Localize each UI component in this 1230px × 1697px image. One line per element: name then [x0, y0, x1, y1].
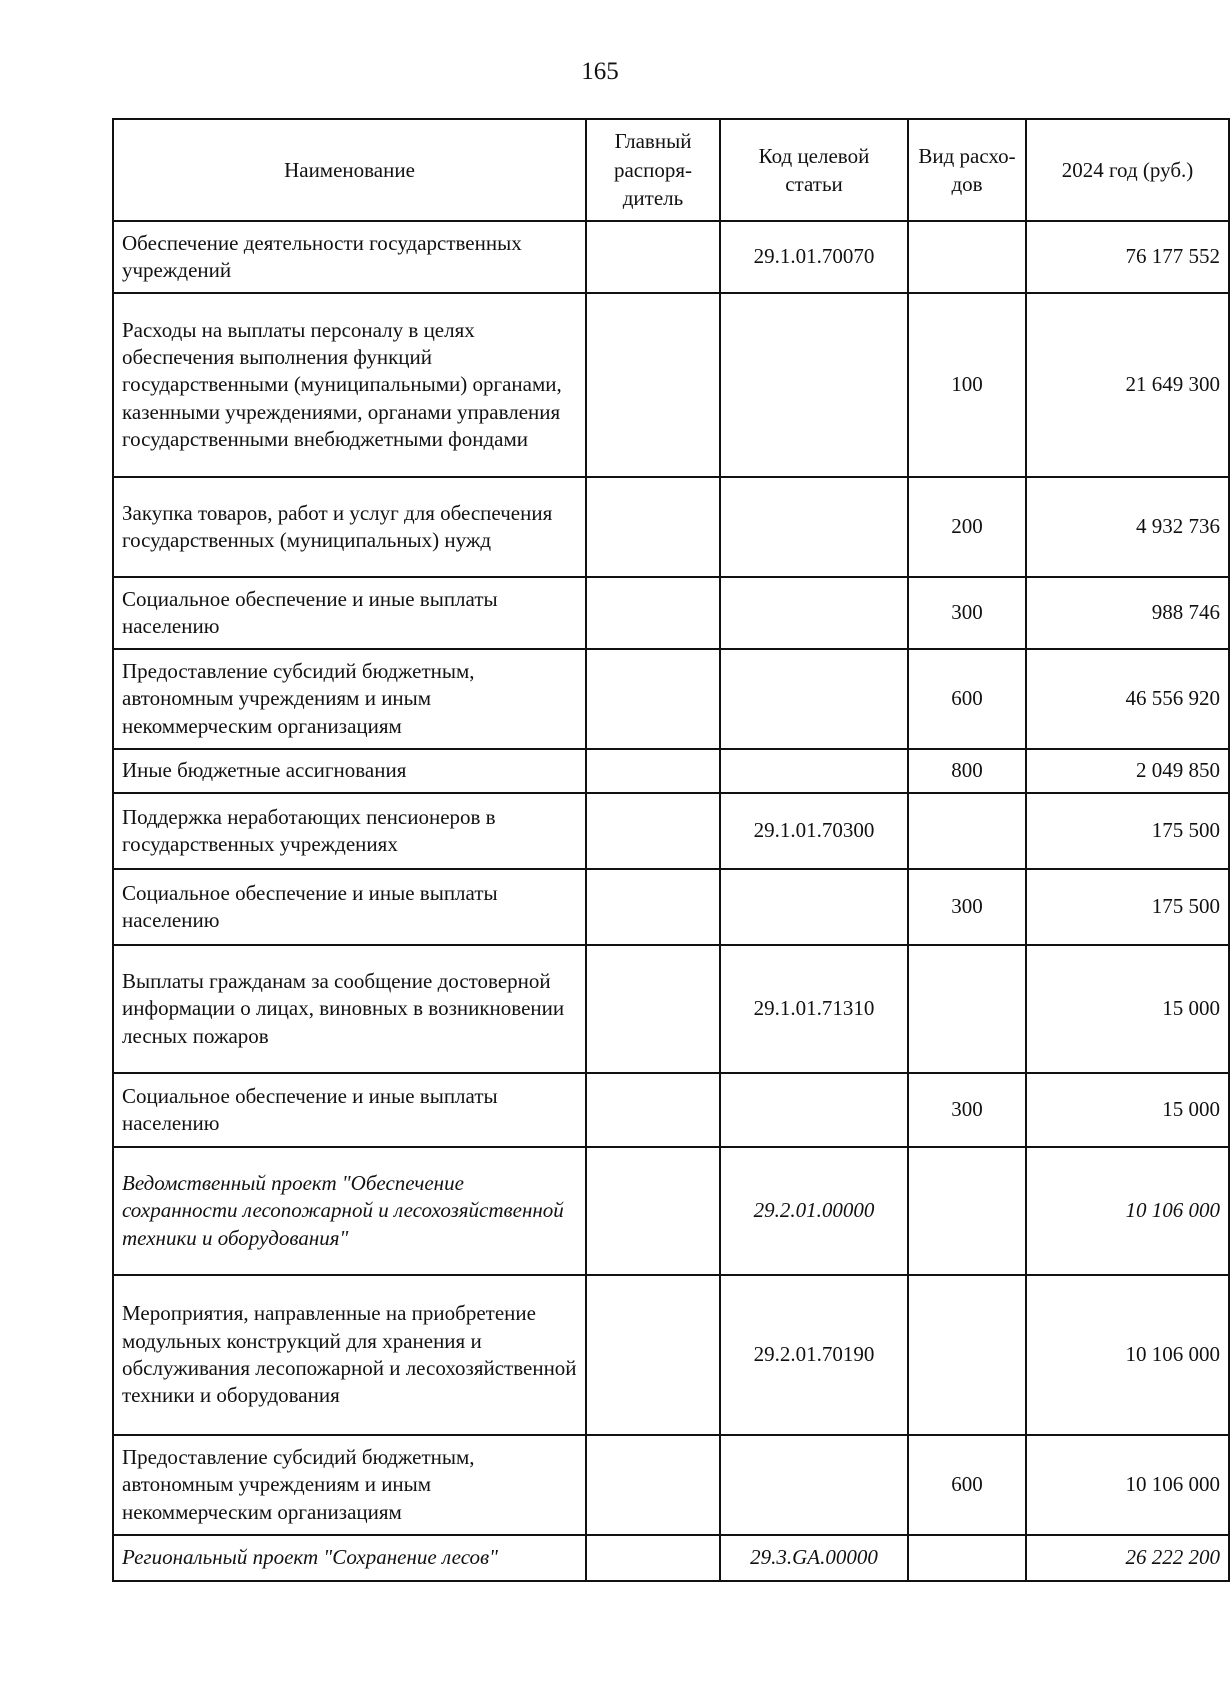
- manager-cell: [586, 945, 720, 1073]
- amount-cell: 175 500: [1026, 869, 1229, 945]
- manager-cell: [586, 749, 720, 793]
- amount-cell: 76 177 552: [1026, 221, 1229, 293]
- code-cell: [720, 869, 908, 945]
- table-header: [113, 119, 1229, 221]
- name-cell: Социальное обеспечение и иные выплаты населению: [113, 577, 586, 649]
- table-row: [113, 477, 1229, 577]
- amount-cell: 15 000: [1026, 945, 1229, 1073]
- expense-type-cell: [908, 1147, 1026, 1275]
- amount-cell: 46 556 920: [1026, 649, 1229, 749]
- amount-cell: 175 500: [1026, 793, 1229, 869]
- expense-type-cell: 800: [908, 749, 1026, 793]
- name-cell: Социальное обеспечение и иные выплаты населению: [113, 869, 586, 945]
- code-cell: 29.2.01.70190: [720, 1275, 908, 1435]
- amount-cell: 21 649 300: [1026, 293, 1229, 477]
- name-cell: Обеспечение деятельности государственных учреждений: [113, 221, 586, 293]
- amount-cell: 10 106 000: [1026, 1275, 1229, 1435]
- expense-type-cell: [908, 1535, 1026, 1581]
- table-body: [113, 221, 1229, 1581]
- expense-type-cell: 100: [908, 293, 1026, 477]
- table-row: [113, 1073, 1229, 1147]
- code-cell: [720, 1073, 908, 1147]
- table-row: [113, 577, 1229, 649]
- amount-cell: 988 746: [1026, 577, 1229, 649]
- code-cell: [720, 649, 908, 749]
- code-cell: [720, 1435, 908, 1535]
- name-cell: Мероприятия, направленные на приобретение модульных конструкций для хранения и обслуживания лесопожарной и лесохозяйственной техники и оборудования: [113, 1275, 586, 1435]
- name-cell: Выплаты гражданам за сообщение достоверной информации о лицах, виновных в возникновении лесных пожаров: [113, 945, 586, 1073]
- amount-cell: 26 222 200: [1026, 1535, 1229, 1581]
- manager-cell: [586, 477, 720, 577]
- code-cell: 29.1.01.70300: [720, 793, 908, 869]
- manager-cell: [586, 793, 720, 869]
- name-cell: Иные бюджетные ассигнования: [113, 749, 586, 793]
- table-row: [113, 1435, 1229, 1535]
- header-code: Код целевой статьи: [720, 119, 908, 221]
- table-row: [113, 793, 1229, 869]
- table-row: [113, 945, 1229, 1073]
- expense-type-cell: 300: [908, 577, 1026, 649]
- page-number: 165: [581, 58, 619, 85]
- amount-cell: 15 000: [1026, 1073, 1229, 1147]
- name-cell: Ведомственный проект "Обеспечение сохранности лесопожарной и лесохозяйственной техники и оборудования": [113, 1147, 586, 1275]
- name-cell: Предоставление субсидий бюджетным, автономным учреждениям и иным некоммерческим организациям: [113, 1435, 586, 1535]
- manager-cell: [586, 1535, 720, 1581]
- name-cell: Поддержка неработающих пенсионеров в государственных учреждениях: [113, 793, 586, 869]
- table-row: [113, 869, 1229, 945]
- code-cell: 29.1.01.71310: [720, 945, 908, 1073]
- name-cell: Закупка товаров, работ и услуг для обеспечения государственных (муниципальных) нужд: [113, 477, 586, 577]
- table-row: [113, 1535, 1229, 1581]
- expense-type-cell: [908, 945, 1026, 1073]
- amount-cell: 10 106 000: [1026, 1435, 1229, 1535]
- table-row: [113, 221, 1229, 293]
- expense-type-cell: 300: [908, 1073, 1026, 1147]
- name-cell: Региональный проект "Сохранение лесов": [113, 1535, 586, 1581]
- name-cell: Расходы на выплаты персоналу в целях обеспечения выполнения функций государственными (муниципальными) органами, казенными учреждениями, органами управления государственными внебюджетными фондами: [113, 293, 586, 477]
- manager-cell: [586, 1073, 720, 1147]
- code-cell: [720, 749, 908, 793]
- code-cell: [720, 477, 908, 577]
- budget-table: [112, 118, 1230, 1582]
- code-cell: 29.2.01.00000: [720, 1147, 908, 1275]
- expense-type-cell: [908, 793, 1026, 869]
- name-cell: Социальное обеспечение и иные выплаты населению: [113, 1073, 586, 1147]
- code-cell: 29.3.GA.00000: [720, 1535, 908, 1581]
- manager-cell: [586, 1147, 720, 1275]
- code-cell: [720, 293, 908, 477]
- manager-cell: [586, 1435, 720, 1535]
- manager-cell: [586, 1275, 720, 1435]
- expense-type-cell: [908, 221, 1026, 293]
- header-manager: Главный распоря-дитель: [586, 119, 720, 221]
- amount-cell: 10 106 000: [1026, 1147, 1229, 1275]
- expense-type-cell: 600: [908, 649, 1026, 749]
- code-cell: 29.1.01.70070: [720, 221, 908, 293]
- header-name: Наименование: [113, 119, 586, 221]
- amount-cell: 4 932 736: [1026, 477, 1229, 577]
- expense-type-cell: 600: [908, 1435, 1026, 1535]
- table-row: [113, 293, 1229, 477]
- table-row: [113, 1147, 1229, 1275]
- expense-type-cell: 200: [908, 477, 1026, 577]
- table-row: [113, 649, 1229, 749]
- header-amount: 2024 год (руб.): [1026, 119, 1229, 221]
- code-cell: [720, 577, 908, 649]
- name-cell: Предоставление субсидий бюджетным, автономным учреждениям и иным некоммерческим организациям: [113, 649, 586, 749]
- manager-cell: [586, 293, 720, 477]
- manager-cell: [586, 649, 720, 749]
- manager-cell: [586, 577, 720, 649]
- expense-type-cell: [908, 1275, 1026, 1435]
- amount-cell: 2 049 850: [1026, 749, 1229, 793]
- manager-cell: [586, 221, 720, 293]
- expense-type-cell: 300: [908, 869, 1026, 945]
- table-row: [113, 749, 1229, 793]
- manager-cell: [586, 869, 720, 945]
- header-expense-type: Вид расхо-дов: [908, 119, 1026, 221]
- table-row: [113, 1275, 1229, 1435]
